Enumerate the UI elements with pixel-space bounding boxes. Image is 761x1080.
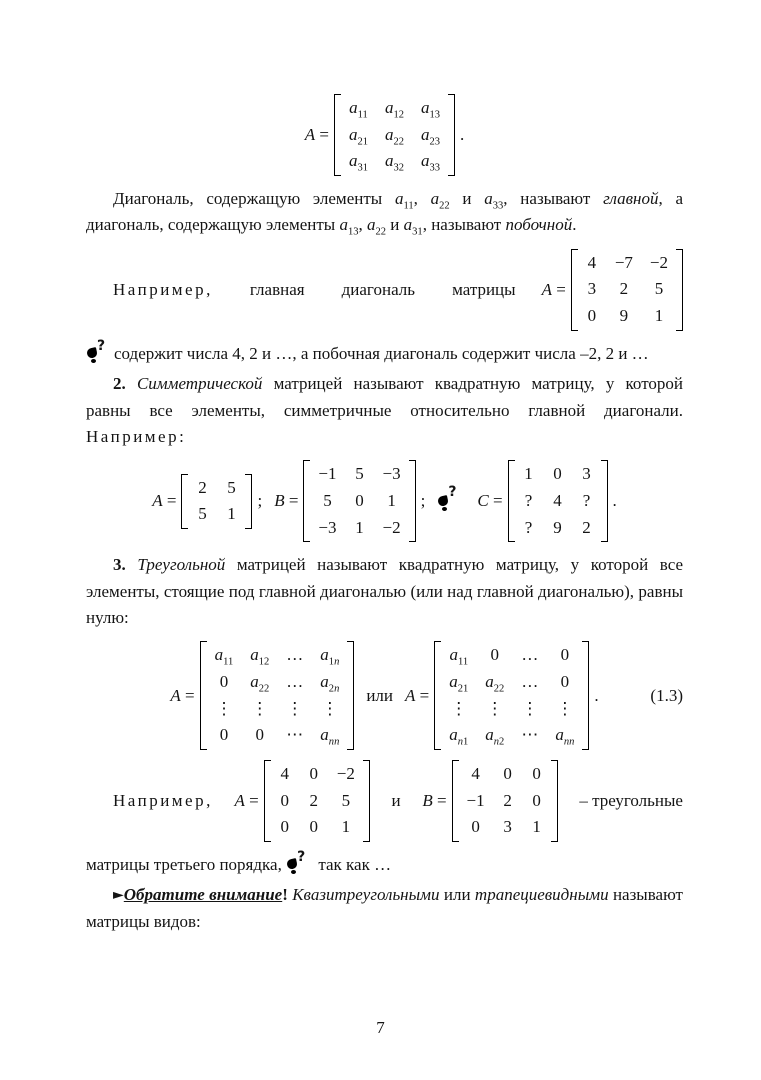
matrix-cell: 5: [341, 790, 351, 810]
text-run: Например,: [113, 279, 213, 299]
equation-triangular-wrap: [86, 641, 683, 750]
equation-lower-triangular: [405, 641, 599, 750]
question-icon-dot: [291, 870, 296, 874]
text-run: Например:: [86, 426, 187, 446]
text-run: =: [488, 491, 503, 511]
matrix-cell: $a_{nn}$: [320, 725, 340, 748]
matrix-cell: 0: [503, 764, 512, 784]
left-bracket-icon: [264, 760, 271, 842]
text-run: ,: [413, 189, 431, 209]
matrix-upper-triangular: [200, 641, 355, 750]
text-run: =: [162, 491, 177, 511]
matrix-cells: [344, 94, 445, 176]
matrix-cell: 2: [503, 790, 512, 810]
text-run: $a_{13}$: [339, 215, 359, 238]
separator-semicolon: ;: [420, 491, 426, 511]
matrix-cell: 5: [323, 490, 332, 510]
matrix-cell: $a_{13}$: [421, 98, 441, 121]
equation-lhs: [305, 125, 329, 145]
text-run: Диагональ, содержащую элементы: [113, 189, 395, 209]
question-icon-mark: ?: [448, 484, 457, 501]
matrix-cell: $a_{12}$: [250, 645, 270, 668]
matrix-cell: 1: [341, 817, 351, 837]
matrix-cell: 0: [219, 671, 229, 691]
left-bracket-icon: [508, 460, 515, 542]
matrix-cell: 1: [654, 306, 664, 326]
third-order-text: [86, 855, 286, 874]
matrix-cell: …: [286, 645, 304, 665]
matrix-b-3x3: [303, 460, 415, 542]
matrix-cell: 1: [227, 504, 236, 524]
text-run: C: [477, 491, 489, 511]
matrix-cell: 2: [198, 477, 207, 497]
matrix-cell: 0: [255, 725, 265, 745]
text-run: матрицей называют квадратную матрицу, у которой все элементы, стоящие под главной диагональю (или над главной диагональю), равны нулю:: [86, 555, 683, 627]
text-run: A: [304, 125, 316, 145]
matrix-cell: $a_{nn}$: [555, 725, 575, 748]
text-run: B: [274, 491, 285, 511]
matrix-cell: $a_{23}$: [421, 124, 441, 148]
matrix-cell: 0: [280, 817, 290, 837]
text-run: так как …: [314, 855, 392, 875]
contains-text: [114, 344, 649, 363]
matrix-cell: 5: [355, 464, 364, 484]
matrix-cell: ⋮: [215, 698, 233, 718]
equation-period: .: [594, 685, 599, 705]
text-run: =: [432, 791, 447, 811]
because-text: [314, 855, 391, 874]
matrix-cell: 0: [587, 306, 597, 326]
matrix-cell: 4: [553, 490, 562, 510]
equation-lhs: [235, 791, 259, 811]
matrix-cells: [191, 474, 242, 529]
matrix-cells: [313, 460, 405, 542]
matrix-cell: ⋯: [521, 725, 539, 745]
dash-triangular-label: – треугольные: [579, 791, 683, 811]
equation-lhs: [170, 686, 194, 706]
text-run: A: [170, 685, 181, 705]
equation-a-general: [305, 94, 465, 176]
paragraph-symmetric-definition: [86, 371, 683, 450]
text-run: или: [439, 885, 475, 905]
question-icon-mark: ?: [97, 337, 106, 354]
matrix-cell: ⋮: [286, 698, 304, 718]
right-bracket-icon: [347, 641, 354, 750]
text-run: $a_{22}$: [367, 215, 387, 238]
text-run: Треугольной: [137, 555, 226, 575]
right-bracket-icon: [551, 760, 558, 842]
text-run: A: [152, 491, 163, 511]
matrix-cell: $a_{31}$: [348, 151, 368, 174]
text-run: называют матрицы видов:: [86, 885, 683, 931]
matrix-cell: ⋮: [556, 698, 574, 718]
matrix-cell: $a_{22}$: [485, 671, 505, 695]
matrix-cell: …: [521, 671, 539, 691]
text-run: главной: [603, 189, 659, 209]
matrix-cell: $a_{n1}$: [449, 725, 469, 748]
equation-a-triangular-example: [235, 760, 370, 842]
question-icon: [437, 484, 461, 511]
paragraph-contains-numbers: [86, 337, 683, 367]
question-icon-dot: [91, 359, 96, 363]
text-run: $a_{33}$: [484, 189, 504, 212]
matrix-a-general: [334, 94, 455, 176]
matrix-cell: 0: [280, 790, 290, 810]
matrix-cell: $a_{n2}$: [485, 725, 505, 748]
left-bracket-icon: [334, 94, 341, 176]
matrix-cell: ⋮: [321, 698, 339, 718]
matrix-cell: 2: [309, 790, 319, 810]
equation-lhs: [542, 280, 566, 300]
example-intro-text: [113, 791, 213, 811]
paragraph-third-order: [86, 849, 683, 878]
matrix-cell: 2: [619, 279, 629, 299]
matrix-cell: 4: [280, 764, 290, 784]
matrix-cell: 0: [560, 645, 570, 665]
matrix-cell: 0: [532, 764, 541, 784]
left-bracket-icon: [200, 641, 207, 750]
left-bracket-icon: [181, 474, 188, 529]
equation-a-example: [542, 249, 683, 331]
matrix-cell: 9: [619, 306, 629, 326]
right-bracket-icon: [601, 460, 608, 542]
matrix-cell: …: [521, 645, 539, 665]
left-bracket-icon: [571, 249, 578, 331]
matrix-cell: 1: [355, 517, 364, 537]
text-run: =: [415, 685, 430, 705]
matrix-cell: $a_{12}$: [384, 98, 404, 121]
matrix-a-2x2: [181, 474, 252, 529]
matrix-cell: $a_{2n}$: [320, 671, 340, 695]
text-run: побочной: [505, 215, 573, 235]
text-run: A: [405, 685, 416, 705]
matrix-cell: 1: [387, 490, 396, 510]
equation-lhs: [152, 491, 176, 511]
matrix-cell: 5: [654, 279, 664, 299]
matrix-cell: ⋮: [450, 698, 468, 718]
right-bracket-icon: [582, 641, 589, 750]
matrix-cell: ?: [524, 517, 533, 537]
text-run: матрицы третьего порядка,: [86, 855, 287, 875]
text-run: A: [541, 279, 552, 299]
equation-number: (1.3): [650, 685, 683, 705]
question-icon: [86, 337, 110, 363]
matrix-lower-triangular: [434, 641, 589, 750]
text-run: и: [449, 189, 485, 209]
matrix-cell: ⋮: [251, 698, 269, 718]
matrix-cell: 1: [524, 464, 533, 484]
text-run: B: [422, 791, 433, 811]
matrix-cell: 0: [309, 764, 319, 784]
and-word: и: [391, 791, 401, 811]
text-run: A: [234, 791, 245, 811]
matrix-cell: 3: [582, 464, 591, 484]
matrix-b-triangular-example: [452, 760, 558, 842]
matrix-cells: [462, 760, 548, 842]
or-word: или: [366, 685, 394, 705]
equation-period: .: [460, 125, 465, 145]
right-bracket-icon: [448, 94, 455, 176]
matrix-cell: 3: [503, 817, 512, 837]
matrix-cell: $a_{21}$: [449, 671, 469, 695]
right-bracket-icon: [363, 760, 370, 842]
equation-a-symmetric: [152, 474, 262, 529]
matrix-cell: 4: [587, 252, 597, 272]
matrix-cell: −1: [466, 790, 485, 810]
matrix-cell: $a_{33}$: [421, 151, 441, 174]
matrix-cell: 0: [553, 464, 562, 484]
text-run: Обратите внимание: [123, 885, 283, 905]
example-triangular-row: [86, 760, 683, 842]
matrix-c-3x3: [508, 460, 608, 542]
matrix-cell: −2: [649, 252, 668, 272]
matrix-cell: 5: [227, 477, 236, 497]
attention-text: [86, 885, 683, 930]
matrix-cell: −3: [318, 517, 337, 537]
matrix-cell: $a_{11}$: [349, 98, 368, 121]
text-run: !: [282, 885, 288, 905]
text-run: =: [551, 279, 566, 299]
matrix-a-triangular-example: [264, 760, 370, 842]
separator-semicolon: ;: [257, 491, 263, 511]
text-run: $a_{11}$: [394, 189, 414, 212]
matrix-cell: −1: [318, 464, 337, 484]
text-run: =: [315, 125, 329, 145]
matrix-cell: 0: [309, 817, 319, 837]
text-run: 3.: [113, 555, 138, 575]
matrix-cell: $a_{32}$: [384, 151, 404, 174]
text-run: Например,: [113, 791, 213, 811]
question-icon-mark: ?: [297, 849, 306, 866]
equation-triangular-row: [86, 641, 683, 750]
page-number: 7: [376, 1018, 385, 1037]
right-bracket-icon: [409, 460, 416, 542]
text-run: и: [386, 215, 404, 235]
text-run: =: [284, 491, 299, 511]
text-run: содержит числа 4, 2 и …, а побочная диагональ содержит числа –2, 2 и …: [114, 343, 649, 363]
equation-lhs: [405, 686, 429, 706]
text-run: $a_{31}$: [403, 215, 423, 238]
equation-b-symmetric: [274, 460, 425, 542]
matrix-cell: 9: [553, 517, 562, 537]
equation-upper-triangular: [170, 641, 354, 750]
matrix-cell: 0: [219, 725, 229, 745]
text-run: =: [244, 791, 259, 811]
text-run: матрицей называют квадратную матрицу, у которой равны все элементы, симметричные относительно главной диагонали.: [86, 374, 684, 420]
text-run: ,: [358, 215, 368, 235]
matrix-cell: 4: [471, 764, 480, 784]
matrix-cell: $a_{11}$: [214, 645, 234, 668]
equation-lhs: [477, 491, 502, 511]
matrix-cell: 0: [532, 790, 541, 810]
matrix-cells: [210, 641, 345, 750]
matrix-cell: ⋯: [286, 725, 304, 745]
question-icon: [286, 849, 310, 874]
example-diagonal-row: [86, 249, 683, 331]
text-run: =: [180, 685, 195, 705]
example-intro-text: [86, 280, 530, 300]
matrix-cell: ?: [582, 490, 591, 510]
paragraph-triangular-definition: [86, 552, 683, 631]
text-run: $a_{22}$: [430, 189, 450, 212]
left-bracket-icon: [303, 460, 310, 542]
left-bracket-icon: [452, 760, 459, 842]
text-run: , а диагональ, содержащую элементы: [86, 189, 684, 235]
equation-c-symmetric: [477, 460, 616, 542]
right-bracket-icon: [676, 249, 683, 331]
matrix-cell: $a_{22}$: [384, 124, 404, 148]
matrix-diagonal-example: [571, 249, 683, 331]
text-run: трапециевидными: [474, 885, 609, 905]
matrix-cells: [444, 641, 579, 750]
text-run: Симметрической: [136, 374, 263, 394]
matrix-cell: −2: [382, 517, 401, 537]
matrix-cell: −2: [336, 764, 355, 784]
text-run: 2.: [113, 374, 137, 394]
text-run: , называют: [422, 215, 506, 235]
right-bracket-icon: [245, 474, 252, 529]
matrix-cell: ⋮: [521, 698, 539, 718]
matrix-cell: …: [286, 671, 304, 691]
matrix-cells: [518, 460, 598, 542]
matrix-cell: 0: [355, 490, 364, 510]
left-bracket-icon: [434, 641, 441, 750]
matrix-cell: ⋮: [486, 698, 504, 718]
text-run: Квазитреугольными: [292, 885, 440, 905]
text-run: .: [572, 215, 577, 235]
matrix-cell: 0: [490, 645, 500, 665]
matrix-cell: $a_{1n}$: [320, 645, 340, 668]
matrix-cell: 3: [587, 279, 597, 299]
matrix-cell: $a_{21}$: [348, 124, 368, 148]
matrix-cells: [274, 760, 360, 842]
equation-lhs: [274, 491, 298, 511]
matrix-cell: 1: [532, 817, 541, 837]
matrix-cell: 0: [560, 671, 570, 691]
equation-lhs: [422, 791, 446, 811]
matrix-cell: 5: [198, 504, 207, 524]
matrix-cell: $a_{22}$: [250, 671, 270, 695]
matrix-cell: −7: [614, 252, 633, 272]
text-run: , называют: [503, 189, 604, 209]
attention-arrow-icon: ►: [113, 887, 124, 904]
equation-symmetric-row: [86, 460, 683, 542]
text-run: главная диагональ матрицы: [212, 279, 516, 299]
matrix-cell: $a_{11}$: [449, 645, 469, 668]
paragraph-diagonal-definition: [86, 186, 683, 239]
paragraph-attention: [86, 882, 683, 935]
matrix-cell: 0: [471, 817, 480, 837]
equation-b-triangular-example: [422, 760, 557, 842]
question-icon-dot: [442, 507, 447, 511]
matrix-cell: ?: [524, 490, 533, 510]
matrix-cell: −3: [382, 464, 401, 484]
equation-period: .: [612, 491, 617, 511]
matrix-cells: [581, 249, 673, 331]
matrix-cell: 2: [582, 517, 591, 537]
equation-general-matrix: [86, 94, 683, 176]
